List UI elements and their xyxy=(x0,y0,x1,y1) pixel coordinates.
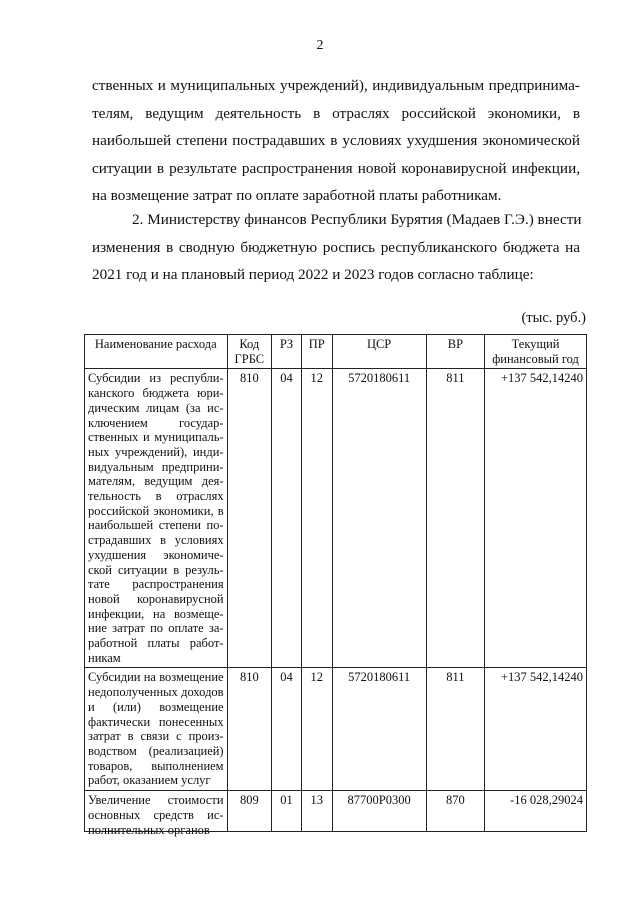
paragraph-line: 2021 год и на плановый период 2022 и 2023 годов согласно таблице: xyxy=(92,266,534,283)
table-row xyxy=(85,668,587,791)
row-name: Субсидии на возмещение недополученных доходов и (или) возмещение фактически понесенных затрат в связи с производством (реализацией) товаров, выполнением работ, оказанием услуг xyxy=(85,668,228,791)
row-pr: 12 xyxy=(301,668,332,791)
paragraph-line: на возмещение затрат по оплате заработной платы работникам. xyxy=(92,187,502,204)
header-code: Код ГРБС xyxy=(227,335,271,369)
paragraph-line: изменения в сводную бюджетную роспись республиканского бюджета на xyxy=(92,238,580,256)
table-row xyxy=(85,791,587,832)
budget-table xyxy=(84,334,587,837)
paragraph-line: ственных и муниципальных учреждений), индивидуальным предпринима- xyxy=(92,77,580,94)
row-sum: +137 542,14240 xyxy=(485,369,587,668)
row-rz: 01 xyxy=(272,791,302,832)
paragraph-1 xyxy=(92,72,580,210)
row-sum: -16 028,29024 xyxy=(485,791,587,832)
paragraph-2 xyxy=(92,206,580,289)
paragraph-line: 2. Министерству финансов Республики Бурятия (Мадаев Г.Э.) внести xyxy=(132,211,582,228)
row-csr: 5720180611 xyxy=(332,668,426,791)
row-code: 810 xyxy=(227,668,271,791)
units-note: (тыс. руб.) xyxy=(521,310,586,326)
page-number: 2 xyxy=(316,38,324,53)
row-pr: 12 xyxy=(301,369,332,668)
row-vr: 811 xyxy=(426,668,484,791)
header-csr: ЦСР xyxy=(332,335,426,369)
row-name xyxy=(85,791,228,837)
paragraph-line: телям, ведущим деятельность в отраслях российской экономики, в xyxy=(92,104,580,122)
table-header-row xyxy=(85,335,587,369)
row-vr: 870 xyxy=(426,791,484,832)
row-rz: 04 xyxy=(272,668,302,791)
header-vr: ВР xyxy=(426,335,484,369)
row-vr: 811 xyxy=(426,369,484,668)
paragraph-line: ситуации в результате распространения новой коронавирусной инфекции, xyxy=(92,159,580,177)
row-rz: 04 xyxy=(272,369,302,668)
header-sum: Текущий финансовый год xyxy=(485,335,587,369)
paragraph-line: наибольшей степени пострадавших в условиях ухудшения экономической xyxy=(92,132,580,149)
table-row xyxy=(85,369,587,668)
row-code: 809 xyxy=(227,791,271,832)
row-sum: +137 542,14240 xyxy=(485,668,587,791)
row-csr: 87700Р0300 xyxy=(332,791,426,832)
header-pr: ПР xyxy=(301,335,332,369)
row-csr: 5720180611 xyxy=(332,369,426,668)
header-rz: РЗ xyxy=(272,335,302,369)
row-name: Субсидии из республиканского бюджета юридическим лицам (за исключением государственных и муниципальных учреждений), индивидуальным предпринимателям, ведущим деятельность в отраслях российской экономики, в наибольшей степени пострадавших в условиях ухудшения экономической ситуации в результате распространения новой коронавирусной инфекции, на возмещение затрат по оплате заработной платы работникам xyxy=(85,369,228,668)
header-name: Наименование расхода xyxy=(85,335,228,369)
row-code: 810 xyxy=(227,369,271,668)
row-pr: 13 xyxy=(301,791,332,832)
row-name-text: Увеличение стоимости основных средств исполнительных органов xyxy=(88,793,224,837)
